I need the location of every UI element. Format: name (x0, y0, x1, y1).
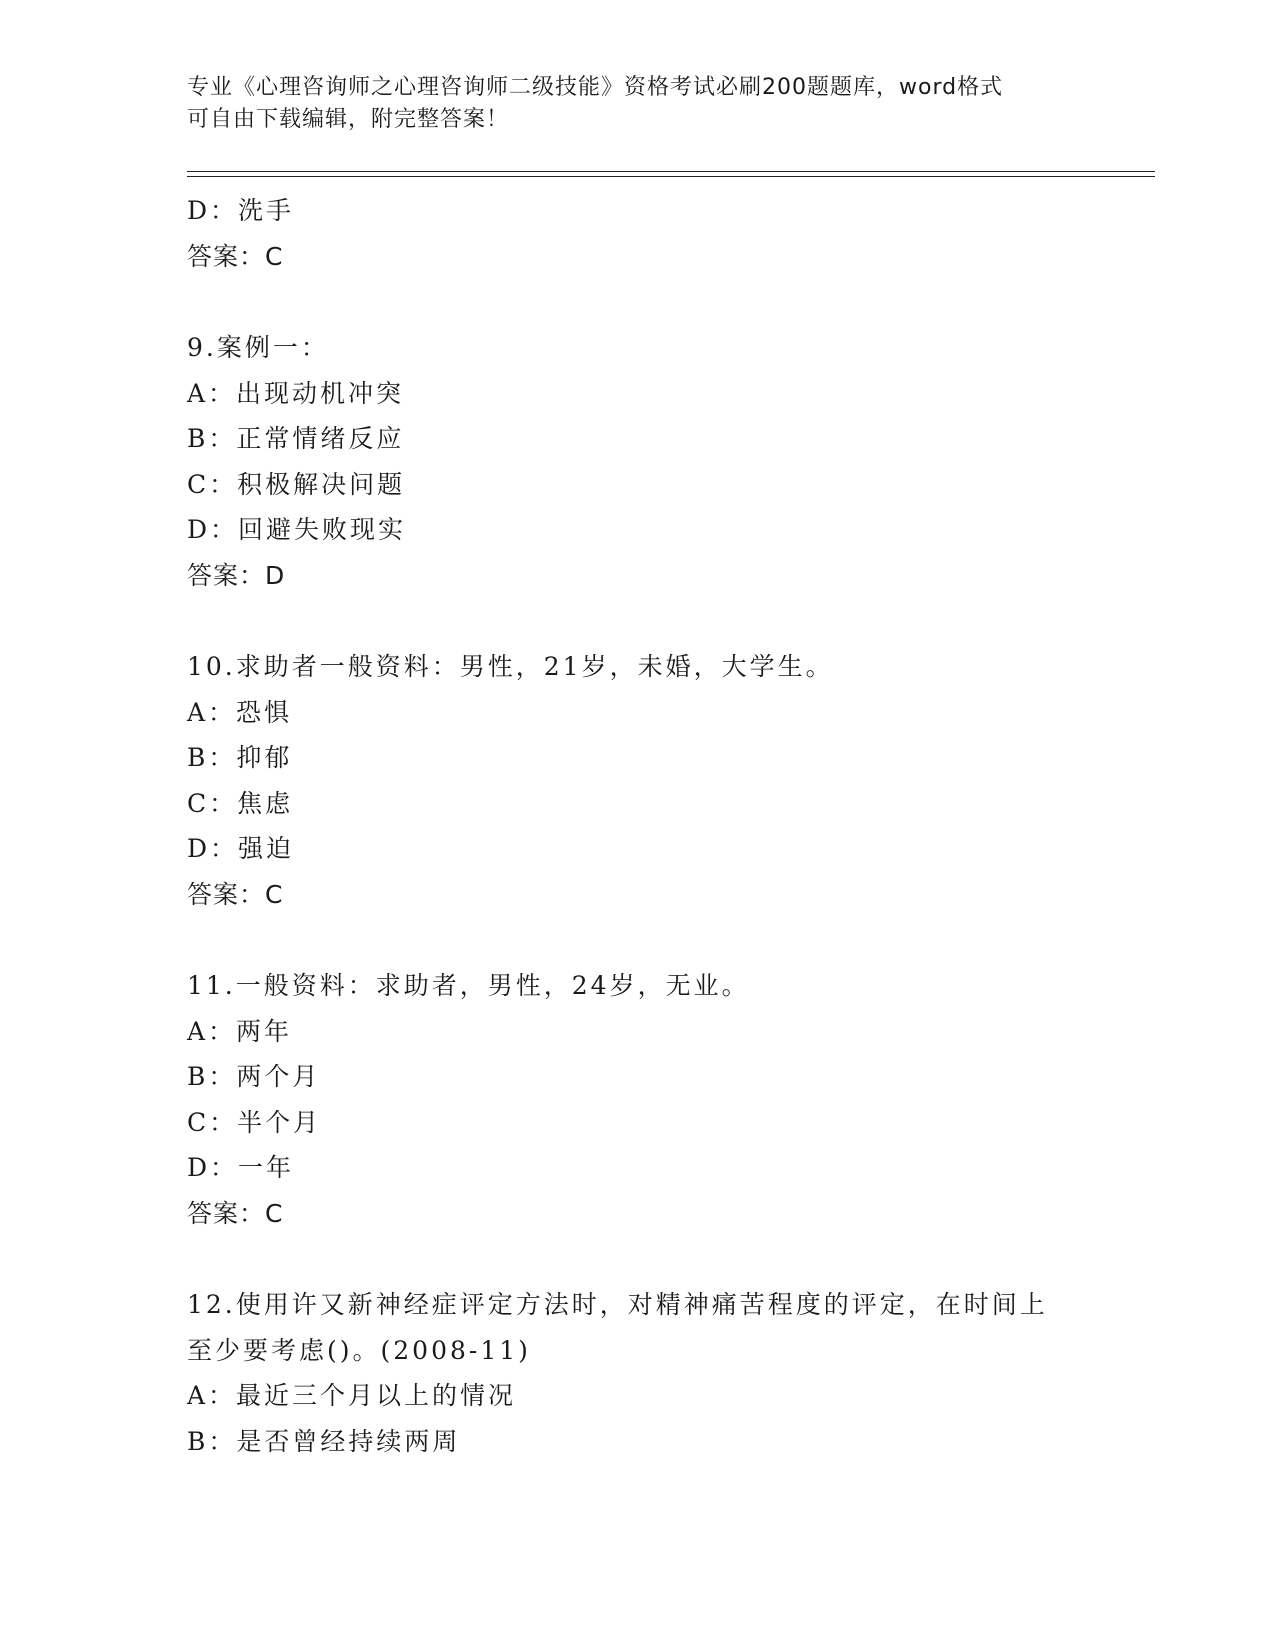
question-block-10 (187, 644, 1147, 917)
header-line-2: 可自由下载编辑，附完整答案！ (187, 107, 510, 132)
question-block-prev (187, 188, 1147, 279)
option-a: A：恐惧 (187, 697, 293, 727)
answer-line: 答案：C (187, 879, 284, 909)
option-c: C：焦虑 (187, 788, 294, 818)
header-rule-top (187, 171, 1155, 172)
question-block-11 (187, 963, 1147, 1236)
question-stem-line-1: 12.使用许又新神经症评定方法时，对精神痛苦程度的评定，在时间上 (187, 1290, 1048, 1319)
answer-line: 答案：C (187, 1198, 284, 1228)
header-rule-bottom (187, 176, 1155, 177)
option-d: D：一年 (187, 1153, 295, 1182)
question-stem: 10.求助者一般资料：男性，21岁，未婚，大学生。 (187, 652, 834, 681)
document-header (187, 72, 1087, 136)
question-stem: 9.案例一： (187, 333, 329, 362)
question-block-9 (187, 325, 1147, 598)
option-a: A：出现动机冲突 (187, 378, 405, 408)
option-d: D：回避失败现实 (187, 515, 407, 544)
option-b: B：正常情绪反应 (187, 424, 405, 453)
question-block-12 (187, 1282, 1147, 1464)
option-a: A：最近三个月以上的情况 (187, 1381, 517, 1410)
option-b: B：抑郁 (187, 743, 293, 772)
answer-line: 答案：D (187, 560, 286, 590)
question-list (187, 188, 1147, 1464)
option-c: C：积极解决问题 (187, 469, 406, 499)
question-stem-line-2: 至少要考虑()。(2008-11) (187, 1335, 531, 1365)
option-d: D：强迫 (187, 834, 295, 863)
option-b: B：两个月 (187, 1062, 321, 1091)
option-a: A：两年 (187, 1016, 293, 1046)
header-line-1: 专业《心理咨询师之心理咨询师二级技能》资格考试必刷200题题库，word格式 (187, 75, 1004, 100)
option-b: B：是否曾经持续两周 (187, 1426, 461, 1456)
option-c: C：半个月 (187, 1107, 322, 1137)
answer-line: 答案：C (187, 241, 284, 271)
question-stem: 11.一般资料：求助者，男性，24岁，无业。 (187, 971, 750, 1000)
option-d: D：洗手 (187, 196, 295, 225)
